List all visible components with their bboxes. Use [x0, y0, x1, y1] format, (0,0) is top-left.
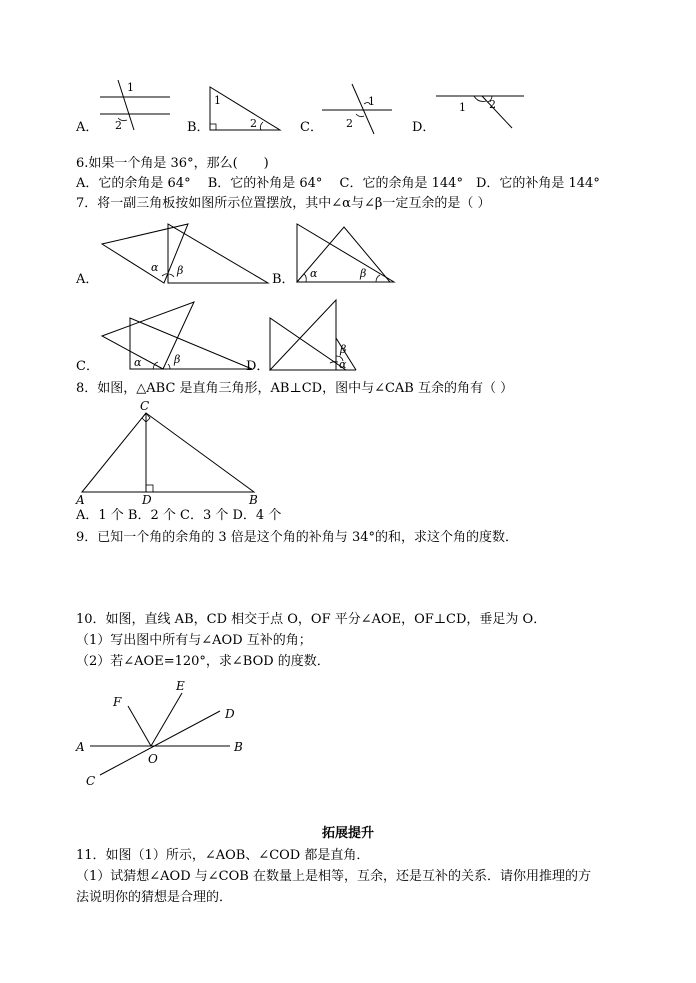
- q10-part1: （1）写出图中所有与∠AOD 互补的角；: [76, 633, 312, 648]
- q10-part2: （2）若∠AOE=120°，求∠BOD 的度数．: [76, 654, 330, 669]
- q7c-beta: β: [174, 353, 181, 366]
- q5-figure-d: [432, 88, 532, 138]
- q7d-beta: β: [340, 343, 347, 356]
- q5-figure-c: [318, 82, 398, 137]
- q6-options: A．它的余角是 64° B．它的补角是 64° C．它的余角是 144° D．它的补角是 144°: [76, 176, 600, 191]
- q7-option-d-label: D．: [246, 359, 270, 374]
- q10-point-b: B: [234, 740, 243, 754]
- q5d-mark-2: 2: [489, 98, 496, 111]
- q8-stem: 8．如图，△ABC 是直角三角形，AB⊥CD，图中与∠CAB 互余的角有（ ）: [76, 381, 514, 396]
- q8-point-d: D: [142, 493, 152, 507]
- q7a-beta: β: [177, 264, 184, 277]
- q7-figure-d: [266, 298, 376, 373]
- q9-stem: 9．已知一个角的余角的 3 倍是这个角的补角与 34°的和，求这个角的度数．: [76, 530, 518, 545]
- q5c-mark-2: 2: [346, 117, 353, 130]
- q10-figure: [74, 680, 259, 790]
- q10-point-o: O: [148, 752, 158, 766]
- q5a-mark-1: 1: [127, 81, 134, 94]
- q7-option-b-label: B．: [272, 272, 295, 287]
- q8-point-c: C: [140, 399, 150, 413]
- q7-option-a-label: A．: [76, 272, 99, 287]
- q7a-alpha: α: [151, 261, 159, 274]
- q10-point-c: C: [86, 774, 96, 788]
- q7-figure-c: [98, 300, 258, 372]
- q11-part1-line2: 法说明你的猜想是合理的．: [76, 890, 233, 905]
- q5-figure-b: [205, 82, 285, 132]
- q10-stem: 10．如图，直线 AB，CD 相交于点 O，OF 平分∠AOE，OF⊥CD，垂足为 O．: [76, 612, 547, 627]
- q10-point-d: D: [225, 707, 235, 721]
- q5-option-d-label: D．: [412, 120, 436, 135]
- q7d-alpha: α: [339, 358, 347, 371]
- q11-stem: 11．如图（1）所示，∠AOB、∠COD 都是直角．: [76, 848, 370, 863]
- q8-point-a: A: [76, 493, 85, 507]
- q5b-mark-2: 2: [250, 117, 257, 130]
- q8-options: A．1 个 B．2 个 C．3 个 D．4 个: [76, 508, 282, 523]
- q7-option-c-label: C．: [76, 359, 99, 374]
- q5b-mark-1: 1: [214, 94, 221, 107]
- q10-point-a: A: [76, 740, 85, 754]
- q8-point-b: B: [249, 493, 258, 507]
- q10-point-e: E: [176, 679, 185, 693]
- q7c-alpha: α: [134, 356, 142, 369]
- q5d-mark-1: 1: [459, 101, 466, 114]
- q7-figure-b: [294, 222, 404, 284]
- q5-option-c-label: C．: [300, 120, 323, 135]
- section-title: 拓展提升: [321, 826, 374, 841]
- q7b-beta: β: [360, 267, 367, 280]
- q7b-alpha: α: [310, 267, 318, 280]
- q7-stem: 7．将一副三角板按如图所示位置摆放，其中∠α与∠β一定互余的是（ ）: [76, 196, 491, 211]
- q6-stem: 6.如果一个角是 36°，那么( ): [76, 156, 269, 171]
- q5c-mark-1: 1: [368, 95, 375, 108]
- q5-figure-a: [96, 80, 176, 130]
- q11-part1-line1: （1）试猜想∠AOD 与∠COB 在数量上是相等，互余，还是互补的关系．请你用推理的方: [76, 869, 591, 884]
- q5-option-a-label: A．: [76, 120, 99, 135]
- q5a-mark-2: 2: [115, 119, 122, 132]
- q10-point-f: F: [113, 695, 122, 709]
- q7-figure-a: [98, 218, 273, 283]
- q5-option-b-label: B．: [187, 120, 210, 135]
- q8-figure: [74, 398, 264, 508]
